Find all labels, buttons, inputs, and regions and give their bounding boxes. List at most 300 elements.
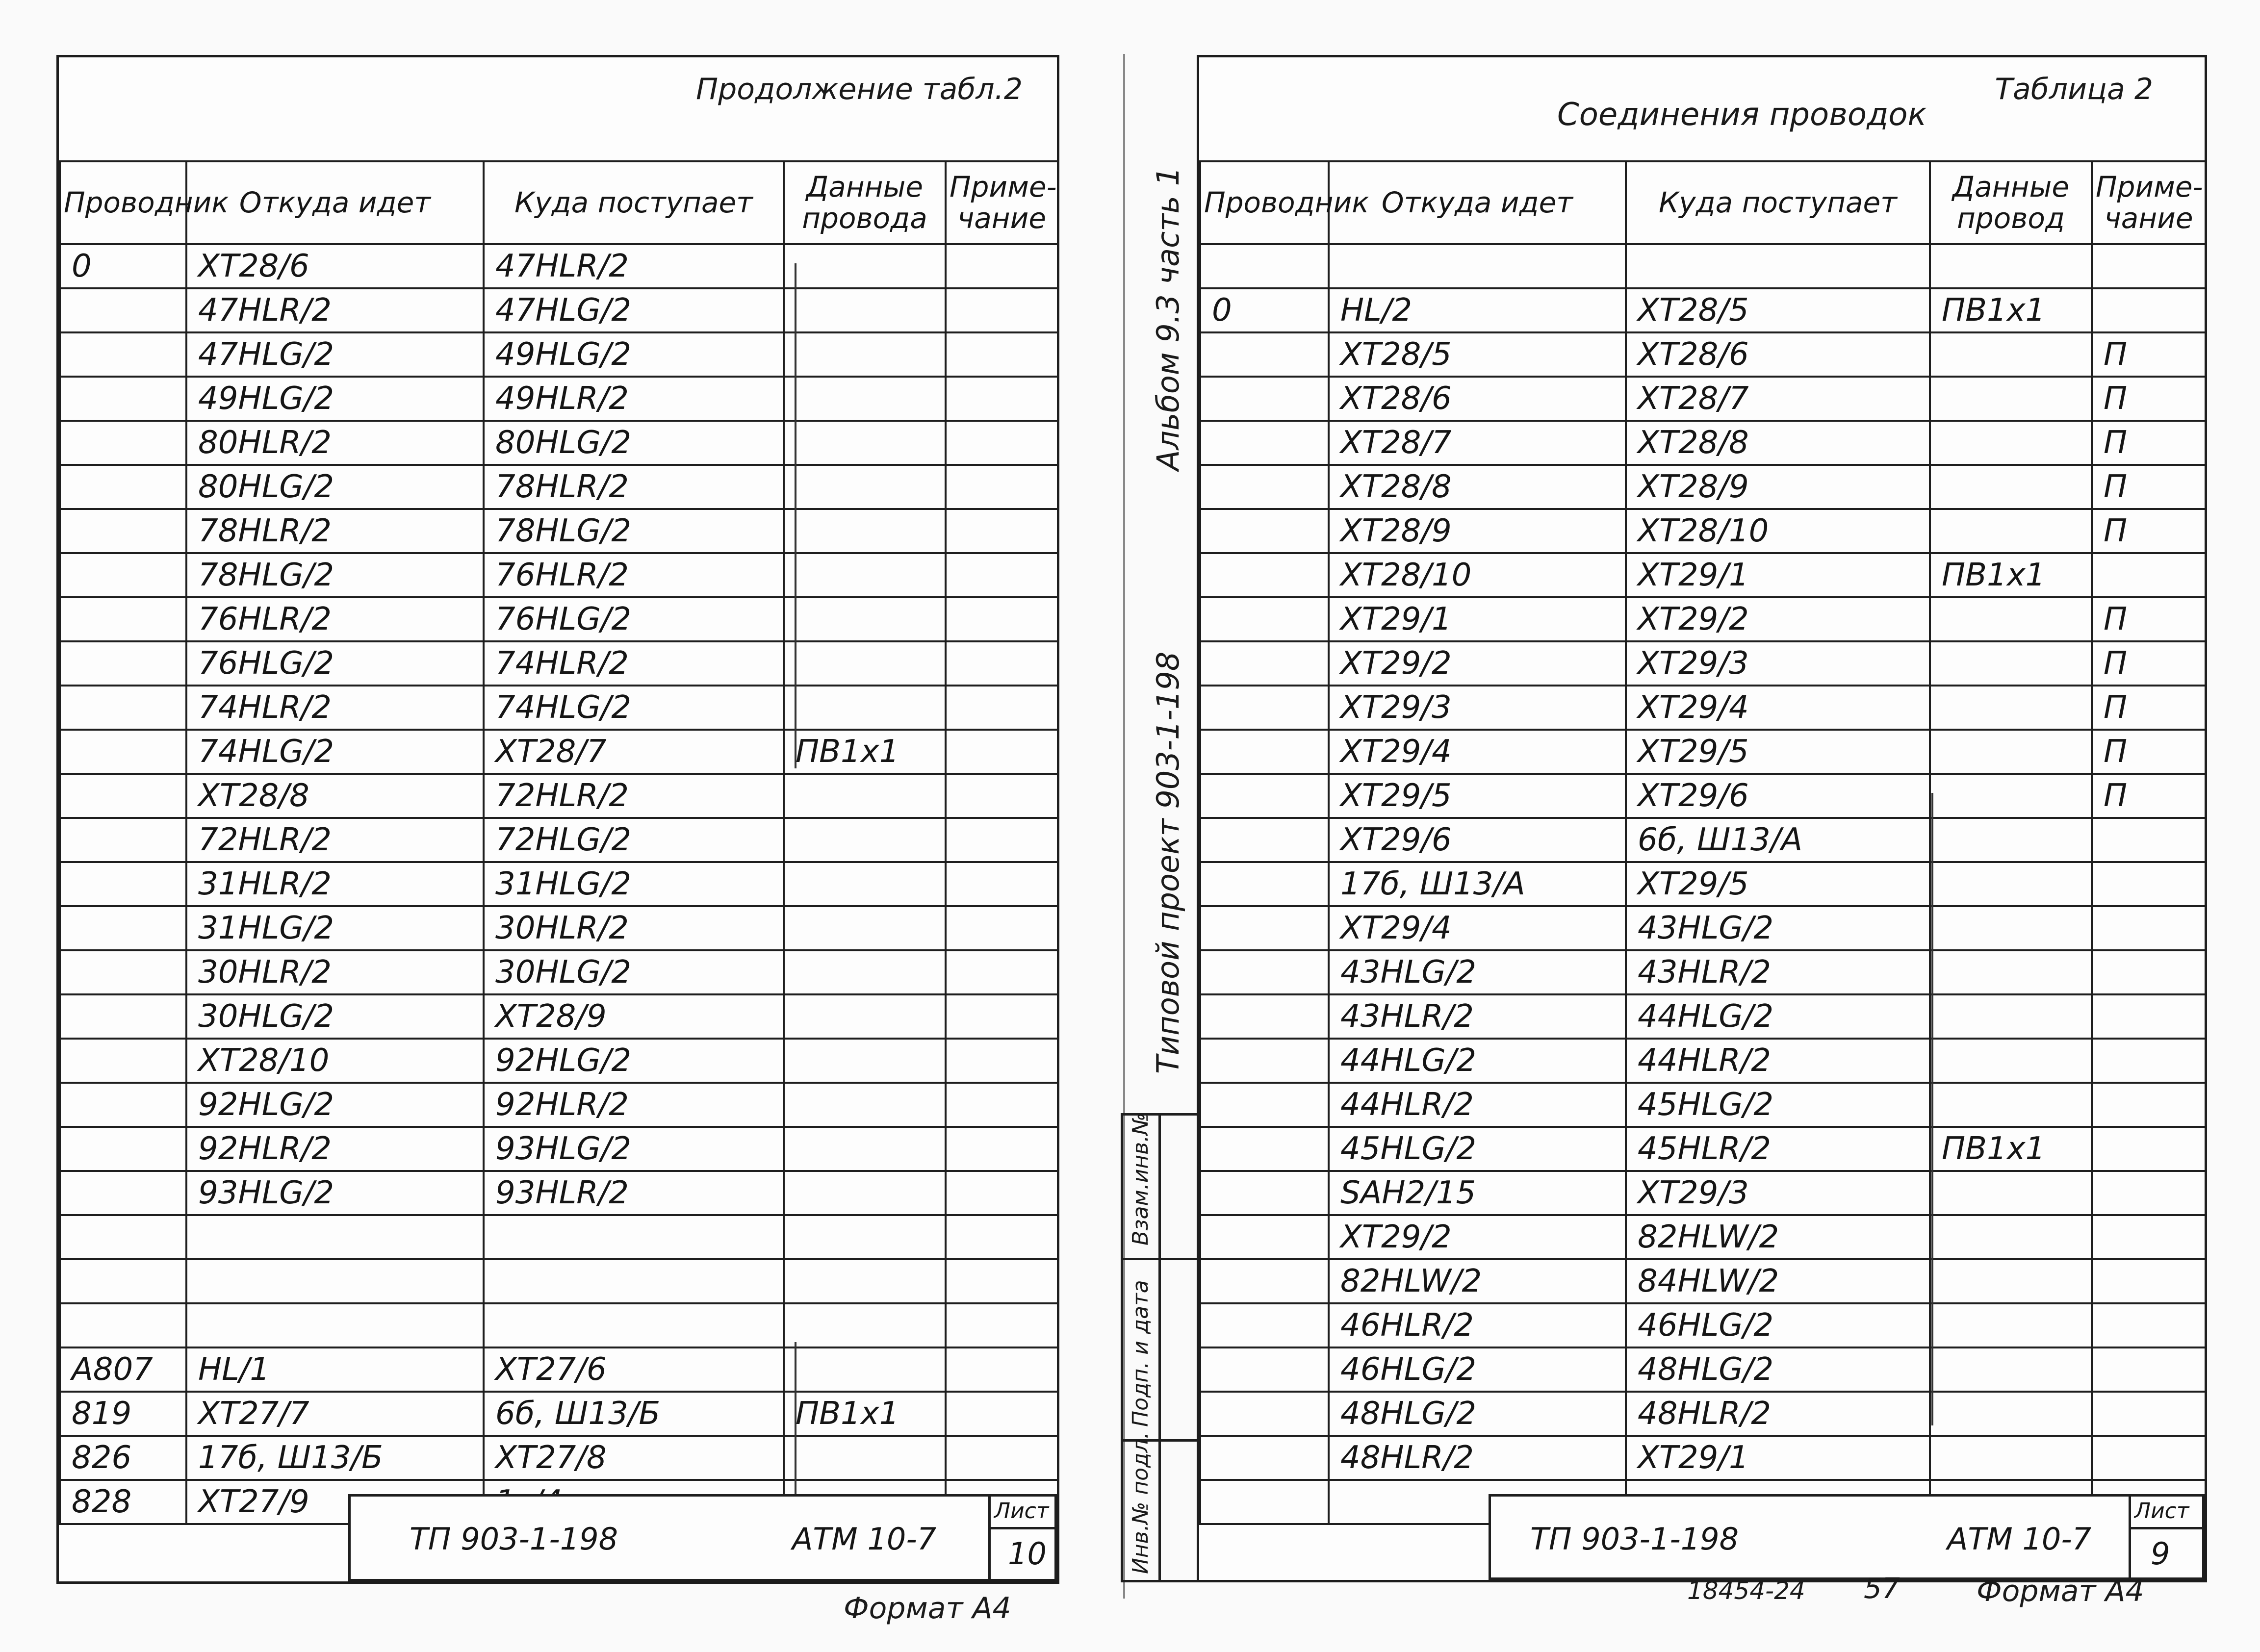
table-title: Соединения проводок (1557, 97, 1927, 133)
cell-data (784, 421, 946, 465)
cell-from: 48HLR/2 (1329, 1436, 1626, 1480)
cell-note: П (2092, 774, 2206, 818)
cell-to: XT28/7 (1626, 377, 1930, 421)
right-page (1197, 55, 2207, 1582)
cell-to: XT28/10 (1626, 509, 1930, 553)
cell-note (946, 1127, 1058, 1171)
stamp-doc-number: ТП 903-1-198 (1530, 1521, 1739, 1557)
cell-note: П (2092, 597, 2206, 641)
cell-to: 92HLR/2 (484, 1083, 784, 1127)
table-row (60, 1039, 1058, 1083)
cell-from: 46HLG/2 (1329, 1347, 1626, 1392)
cell-wire (1200, 1303, 1329, 1347)
cell-data (784, 1259, 946, 1303)
cell-from: XT28/8 (1329, 465, 1626, 509)
cell-note (946, 1259, 1058, 1303)
cell-note (2092, 906, 2206, 950)
cell-to: 45HLG/2 (1626, 1083, 1930, 1127)
table-row (60, 1171, 1058, 1215)
table-row (60, 906, 1058, 950)
table-row (60, 1347, 1058, 1392)
table-row (60, 686, 1058, 730)
margin-label-sign-date: Подп. и дата (1128, 1280, 1153, 1427)
col-header-data: Данные провод (1930, 161, 2092, 244)
cell-data (1930, 1039, 2092, 1083)
table-header-row (60, 161, 1058, 244)
stamp-sheet-label: Лист (994, 1499, 1049, 1524)
cell-data (784, 244, 946, 288)
col-header-note: Приме-чание (946, 161, 1058, 244)
cell-to: 76HLR/2 (484, 553, 784, 597)
cell-wire (1200, 1083, 1329, 1127)
cell-note (2092, 1392, 2206, 1436)
stamp-doc-number: ТП 903-1-198 (410, 1521, 618, 1557)
cell-note (946, 1039, 1058, 1083)
cell-from: XT29/4 (1329, 730, 1626, 774)
cell-wire (1200, 1127, 1329, 1171)
cell-from: 46HLR/2 (1329, 1303, 1626, 1347)
cell-to: XT28/9 (1626, 465, 1930, 509)
cell-note (2092, 1436, 2206, 1480)
cell-note: П (2092, 465, 2206, 509)
cell-from: XT29/3 (1329, 686, 1626, 730)
cell-to: 46HLG/2 (1626, 1303, 1930, 1347)
cell-from: 74HLG/2 (186, 730, 484, 774)
cell-note: П (2092, 730, 2206, 774)
cell-data (784, 818, 946, 862)
cell-from: 92HLG/2 (186, 1083, 484, 1127)
cell-wire (1200, 553, 1329, 597)
cell-wire (60, 1083, 186, 1127)
cell-from: XT28/10 (1329, 553, 1626, 597)
margin-label-inv-orig: Инв.№ подл. (1128, 1432, 1153, 1574)
cell-from: XT28/6 (186, 244, 484, 288)
cell-data (784, 332, 946, 377)
cell-from: XT29/5 (1329, 774, 1626, 818)
cell-wire (1200, 1436, 1329, 1480)
cell-note (946, 818, 1058, 862)
cell-from: 30HLR/2 (186, 950, 484, 994)
cell-note (946, 774, 1058, 818)
cell-wire (1200, 950, 1329, 994)
cell-data (784, 377, 946, 421)
cell-wire (60, 686, 186, 730)
table-row (60, 1215, 1058, 1259)
cell-wire (60, 950, 186, 994)
cell-from: XT29/2 (1329, 1215, 1626, 1259)
album-side-text: Альбом 9.3 часть 1 (1150, 166, 1186, 471)
table-row (60, 1127, 1058, 1171)
cell-to: 80HLG/2 (484, 421, 784, 465)
cell-data (1930, 1171, 2092, 1215)
cell-to: 74HLG/2 (484, 686, 784, 730)
cell-data (1930, 1347, 2092, 1392)
stamp-sheet-number: 10 (1008, 1536, 1047, 1572)
cell-note (946, 1171, 1058, 1215)
cell-to: 49HLR/2 (484, 377, 784, 421)
cell-data (1930, 377, 2092, 421)
table-row (60, 774, 1058, 818)
cell-to (484, 1215, 784, 1259)
cell-note (2092, 994, 2206, 1039)
col-header-wire: Проводник (1200, 161, 1329, 244)
cell-note (946, 597, 1058, 641)
table-row (1200, 1127, 2206, 1171)
cell-wire (60, 906, 186, 950)
table-row (1200, 862, 2206, 906)
cell-to: 30HLR/2 (484, 906, 784, 950)
cell-to (484, 1303, 784, 1347)
cell-wire: 828 (60, 1480, 186, 1524)
cell-data (1930, 906, 2092, 950)
cell-to: XT28/5 (1626, 288, 1930, 332)
cell-wire (60, 553, 186, 597)
cell-wire (1200, 244, 1329, 288)
cell-from (186, 1303, 484, 1347)
cell-wire (1200, 862, 1329, 906)
cell-wire (60, 509, 186, 553)
cell-wire (1200, 994, 1329, 1039)
table-row (60, 994, 1058, 1039)
cell-from: XT28/8 (186, 774, 484, 818)
right-connection-table (1199, 160, 2207, 1525)
table-row (1200, 1303, 2206, 1347)
cell-wire (1200, 1259, 1329, 1303)
cell-to: 48HLG/2 (1626, 1347, 1930, 1392)
cell-data (784, 1303, 946, 1347)
cell-to: XT27/8 (484, 1436, 784, 1480)
cell-from (186, 1215, 484, 1259)
cell-data: ПВ1х1 (784, 1392, 946, 1436)
cell-to (484, 1259, 784, 1303)
margin-label-inv-repl: Взам.инв.№ (1128, 1113, 1153, 1245)
table-row (60, 332, 1058, 377)
cell-wire (60, 421, 186, 465)
cell-wire (60, 1127, 186, 1171)
cell-note (2092, 818, 2206, 862)
stamp-divider-h (988, 1527, 1054, 1529)
cell-from: 93HLG/2 (186, 1171, 484, 1215)
cell-wire (60, 818, 186, 862)
table-row (60, 509, 1058, 553)
table-row (60, 818, 1058, 862)
page-number: 57 (1864, 1572, 1900, 1605)
cell-note: П (2092, 332, 2206, 377)
cell-note (2092, 1259, 2206, 1303)
table-row (1200, 377, 2206, 421)
cell-note (946, 377, 1058, 421)
cell-from: 17б, Ш13/Б (186, 1436, 484, 1480)
cell-to: 93HLG/2 (484, 1127, 784, 1171)
cell-data (1930, 818, 2092, 862)
table-row (1200, 774, 2206, 818)
cell-wire (1200, 1480, 1329, 1524)
cell-from: 76HLG/2 (186, 641, 484, 686)
cell-wire (60, 1303, 186, 1347)
table-row (60, 1303, 1058, 1347)
cell-data (784, 1436, 946, 1480)
table-row (60, 1436, 1058, 1480)
cell-to: 76HLG/2 (484, 597, 784, 641)
table-label: Таблица 2 (1995, 72, 2153, 106)
cell-to: XT29/1 (1626, 1436, 1930, 1480)
cell-wire (1200, 509, 1329, 553)
table-row (1200, 818, 2206, 862)
cell-to: 30HLG/2 (484, 950, 784, 994)
cell-data (1930, 244, 2092, 288)
table-row (60, 377, 1058, 421)
cell-from: 43HLR/2 (1329, 994, 1626, 1039)
left-page (56, 55, 1059, 1584)
table-row (1200, 597, 2206, 641)
cell-from: 76HLR/2 (186, 597, 484, 641)
cell-note (2092, 1039, 2206, 1083)
cell-from (186, 1259, 484, 1303)
table-row (1200, 950, 2206, 994)
cell-note (946, 1436, 1058, 1480)
cell-data (1930, 465, 2092, 509)
cell-data (784, 1347, 946, 1392)
table-header-row (1200, 161, 2206, 244)
right-format-label: Формат А4 (1977, 1574, 2144, 1608)
cell-from: 17б, Ш13/А (1329, 862, 1626, 906)
left-connection-table (59, 160, 1059, 1525)
cell-to: 44HLG/2 (1626, 994, 1930, 1039)
cell-data: ПВ1х1 (784, 730, 946, 774)
col-header-to: Куда поступает (1626, 161, 1930, 244)
cell-from: 44HLG/2 (1329, 1039, 1626, 1083)
cell-to: XT29/6 (1626, 774, 1930, 818)
cell-data: ПВ1х1 (1930, 1127, 2092, 1171)
cell-wire: 0 (60, 244, 186, 288)
cell-from: 31HLG/2 (186, 906, 484, 950)
cell-data (1930, 1215, 2092, 1259)
cell-note (946, 950, 1058, 994)
stamp-divider-h (2129, 1527, 2202, 1529)
cell-note: П (2092, 421, 2206, 465)
cell-note (946, 553, 1058, 597)
table-row (1200, 1083, 2206, 1127)
cell-data (1930, 862, 2092, 906)
cell-data (1930, 950, 2092, 994)
cell-from: XT28/10 (186, 1039, 484, 1083)
left-bracket-lower (795, 1342, 796, 1504)
cell-from: XT28/5 (1329, 332, 1626, 377)
table-row (1200, 509, 2206, 553)
cell-note (946, 1303, 1058, 1347)
cell-to: 49HLG/2 (484, 332, 784, 377)
cell-to (1626, 244, 1930, 288)
cell-note (2092, 1127, 2206, 1171)
cell-wire (1200, 377, 1329, 421)
cell-note (2092, 862, 2206, 906)
cell-wire (1200, 686, 1329, 730)
cell-from: 92HLR/2 (186, 1127, 484, 1171)
cell-wire (1200, 1347, 1329, 1392)
cell-data (1930, 1392, 2092, 1436)
cell-note (2092, 288, 2206, 332)
table-row (1200, 1392, 2206, 1436)
right-bracket (1931, 793, 1933, 1425)
table-row (60, 465, 1058, 509)
cell-wire (60, 862, 186, 906)
cell-data (784, 288, 946, 332)
cell-to: 6б, Ш13/Б (484, 1392, 784, 1436)
table-row (60, 1392, 1058, 1436)
cell-note (2092, 1215, 2206, 1259)
left-bracket-upper (795, 263, 796, 768)
cell-from: 48HLG/2 (1329, 1392, 1626, 1436)
cell-wire (60, 377, 186, 421)
cell-data (1930, 1303, 2092, 1347)
archive-number: 18454-24 (1687, 1576, 1805, 1605)
cell-data (784, 509, 946, 553)
left-format-label: Формат А4 (844, 1591, 1011, 1626)
cell-wire (1200, 774, 1329, 818)
cell-wire (60, 465, 186, 509)
cell-data (1930, 641, 2092, 686)
cell-to: XT29/2 (1626, 597, 1930, 641)
cell-to: XT28/6 (1626, 332, 1930, 377)
table-row (60, 730, 1058, 774)
cell-data (784, 862, 946, 906)
cell-data (784, 1127, 946, 1171)
table-row (60, 1083, 1058, 1127)
cell-note (946, 332, 1058, 377)
cell-wire: 826 (60, 1436, 186, 1480)
col-header-wire: Проводник (60, 161, 186, 244)
cell-from: 45HLG/2 (1329, 1127, 1626, 1171)
cell-data (1930, 1436, 2092, 1480)
cell-from: 80HLR/2 (186, 421, 484, 465)
cell-from: 78HLR/2 (186, 509, 484, 553)
cell-from: 43HLG/2 (1329, 950, 1626, 994)
cell-from: 74HLR/2 (186, 686, 484, 730)
cell-wire (1200, 332, 1329, 377)
table-row (1200, 1259, 2206, 1303)
cell-from: XT27/7 (186, 1392, 484, 1436)
cell-data (1930, 730, 2092, 774)
cell-note (2092, 1303, 2206, 1347)
cell-from: 31HLR/2 (186, 862, 484, 906)
cell-to: 82HLW/2 (1626, 1215, 1930, 1259)
cell-from (1329, 244, 1626, 288)
cell-note (2092, 1083, 2206, 1127)
cell-note (946, 1347, 1058, 1392)
stamp-divider (988, 1497, 991, 1579)
cell-from: 82HLW/2 (1329, 1259, 1626, 1303)
cell-note (946, 994, 1058, 1039)
cell-from: XT29/2 (1329, 641, 1626, 686)
cell-to: 45HLR/2 (1626, 1127, 1930, 1171)
table-row (1200, 288, 2206, 332)
cell-to: XT29/4 (1626, 686, 1930, 730)
cell-to: 93HLR/2 (484, 1171, 784, 1215)
table-row (60, 553, 1058, 597)
cell-from: 80HLG/2 (186, 465, 484, 509)
cell-data (784, 686, 946, 730)
cell-data (784, 994, 946, 1039)
cell-data (784, 465, 946, 509)
cell-note (2092, 553, 2206, 597)
cell-note (946, 730, 1058, 774)
cell-to: XT29/3 (1626, 1171, 1930, 1215)
cell-data: ПВ1х1 (1930, 553, 2092, 597)
table-row (60, 1259, 1058, 1303)
cell-note (2092, 1347, 2206, 1392)
table-row (1200, 421, 2206, 465)
cell-wire (1200, 1039, 1329, 1083)
cell-wire (60, 597, 186, 641)
col-header-from: Откуда идет (1329, 161, 1626, 244)
table-row (1200, 1171, 2206, 1215)
cell-from: XT28/9 (1329, 509, 1626, 553)
cell-note (946, 686, 1058, 730)
cell-to: 43HLR/2 (1626, 950, 1930, 994)
table-row (1200, 641, 2206, 686)
cell-data (1930, 332, 2092, 377)
col-header-data: Данные провода (784, 161, 946, 244)
cell-note (946, 1215, 1058, 1259)
cell-to: 43HLG/2 (1626, 906, 1930, 950)
table-row (60, 950, 1058, 994)
cell-note (946, 509, 1058, 553)
cell-from: XT27/9 (186, 1480, 484, 1524)
cell-wire (60, 730, 186, 774)
cell-from: 78HLG/2 (186, 553, 484, 597)
cell-to: 74HLR/2 (484, 641, 784, 686)
cell-note (946, 862, 1058, 906)
right-table-body (1200, 244, 2206, 1524)
cell-note (946, 1083, 1058, 1127)
cell-note (946, 244, 1058, 288)
cell-data (1930, 994, 2092, 1039)
cell-note: П (2092, 377, 2206, 421)
cell-wire (1200, 421, 1329, 465)
cell-wire (1200, 1171, 1329, 1215)
cell-to: 6б, Ш13/А (1626, 818, 1930, 862)
table-row (1200, 1039, 2206, 1083)
cell-wire (60, 1039, 186, 1083)
cell-data (784, 950, 946, 994)
cell-to: XT29/3 (1626, 641, 1930, 686)
table-row (1200, 332, 2206, 377)
cell-from: XT29/6 (1329, 818, 1626, 862)
table-row (1200, 906, 2206, 950)
cell-wire: 819 (60, 1392, 186, 1436)
cell-to: XT28/9 (484, 994, 784, 1039)
cell-from: 72HLR/2 (186, 818, 484, 862)
stamp-divider (2129, 1497, 2131, 1577)
left-page-caption: Продолжение табл.2 (696, 72, 1023, 106)
table-row (1200, 1215, 2206, 1259)
table-row (1200, 686, 2206, 730)
cell-data (1930, 1083, 2092, 1127)
cell-data (784, 1083, 946, 1127)
cell-data (784, 1039, 946, 1083)
table-row (1200, 244, 2206, 288)
cell-wire (60, 994, 186, 1039)
cell-to: 72HLR/2 (484, 774, 784, 818)
cell-to: XT29/1 (1626, 553, 1930, 597)
cell-wire (60, 641, 186, 686)
stamp-doc-code: АТМ 10-7 (792, 1521, 937, 1557)
cell-wire (60, 1259, 186, 1303)
cell-wire (1200, 1215, 1329, 1259)
cell-data (784, 906, 946, 950)
cell-to: XT28/8 (1626, 421, 1930, 465)
cell-note: П (2092, 686, 2206, 730)
